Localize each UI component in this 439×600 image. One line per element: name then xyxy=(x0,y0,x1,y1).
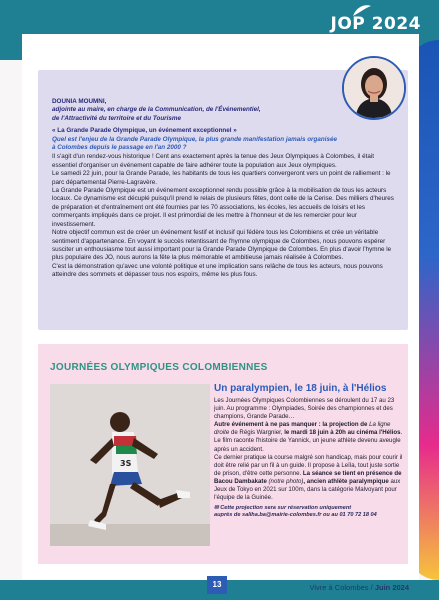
woman-portrait-icon xyxy=(344,58,404,118)
reservation-note xyxy=(214,505,404,519)
photo-credit-note: (notre photo) xyxy=(268,477,304,485)
interviewee-name: DOUNIA MOUMNI, xyxy=(52,98,107,105)
p3-a: Ce dernier pratique la course malgré son handicap, mais pour courir il doit être relié par un fil à un guide. Il propose à Leïla, tout juste sortie de prison, d'être cette personne. xyxy=(214,453,403,477)
screening-date: le mardi 18 juin à 20h au cinéma l'Hélios xyxy=(284,429,401,437)
answer-paragraph-4: Notre objectif commun est de créer un événement festif et inclusif qui fédère tous les Colombiens et crée un véritable sentiment d'appartenance. En voyant le succès retentissant de l'hymne olympique de Colombes, nous pouvons espérer susciter un enthousiasme tout aussi important pour la Grande Parade Olympique de Colombes. En plus d'avoir l'hymne le plus populaire des JO, nous aurons la fête la plus mémorable et ambitieuse jamais réalisée à Colombes. xyxy=(52,229,392,262)
question-line-1: Quel est l'enjeu de la Grande Parade Olympique, la plus grande manifestation jamais organisée xyxy=(52,135,337,143)
answer-paragraph-1: Il s'agit d'un rendez-vous historique ! Cent ans exactement après la tenue des Jeux Olympiques à Colombes, il était essentiel d'organiser un événement capable de faire adhérer toute la population aux Jeux olympiques. xyxy=(52,153,374,169)
interviewee-role xyxy=(52,106,396,123)
magazine-name: Vivre à Colombes / xyxy=(309,583,375,592)
interview-box xyxy=(38,70,408,330)
article-body xyxy=(214,382,404,519)
athlete-photo xyxy=(50,384,210,546)
p3-c: aux Jeux de Tokyo en 2021 sur 100m, dans la catégorie Malvoyant pour l'équipe de la Guinée. xyxy=(214,477,401,502)
p2-mid: de Régis Wargnier, xyxy=(229,429,285,437)
answer-paragraph-2: Le samedi 22 juin, pour la Grande Parade, les habitants de tous les quartiers convergeront vers un point de ralliement : le parc départemental Pierre-Lagravère. xyxy=(52,170,391,186)
article-paragraph-1: Les Journées Olympiques Colombiennes se déroulent du 17 au 23 juin. Au programme : Olympiades, Soirée des championnes et des champions, Grande Parade… xyxy=(214,397,395,421)
magazine-footer xyxy=(310,583,410,592)
answer-paragraph-3: La Grande Parade Olympique est un événement exceptionnel rendu possible grâce à la mobilisation de tous les acteurs locaux. Ce dynamisme est décuplé puisqu'il prend le relais de plusieurs fêtes, dont celle de la Cerise. Des milliers d'heures de préparation et d'entraînement ont été fournies par les 70 associations, les écoles, les accueils de loisirs et les commerçants impliqués dans ce projet. Il est primordial de les mettre à l'honneur et de les remercier pour leur investissement. xyxy=(52,187,394,228)
jo-colombiennes-box xyxy=(38,344,408,564)
p3-bold-1: La séance se tient en présence de Bacou Dambakate xyxy=(214,469,402,485)
page-number: 13 xyxy=(207,576,227,594)
section-title: JOURNÉES OLYMPIQUES COLOMBIENNES xyxy=(50,362,268,373)
jop-badge: JOP 2024 xyxy=(330,14,421,34)
article-paragraph-3 xyxy=(214,454,404,503)
answer-paragraph-5: C'est la démonstration qu'avec une volonté politique et une implication sans relâche de tous les acteurs, nous pouvons atteindre des sommets et dépasser tous nos espoirs, même les plus fous. xyxy=(52,262,383,279)
role-line-1: adjointe au maire, en charge de la Communication, de l'Événementiel, xyxy=(52,106,261,114)
portrait-photo xyxy=(342,56,406,120)
question-line-2: à Colombes depuis le passage en l'an 2000 ? xyxy=(52,144,187,152)
sprinter-icon xyxy=(50,384,210,546)
note-line-2: auprès de saliha.ba@mairie-colombes.fr ou au 01 70 72 18 04 xyxy=(214,512,377,519)
article-headline: Un paralympien, le 18 juin, à l'Hélios xyxy=(214,383,387,394)
film-title: La ligne droite xyxy=(214,421,391,437)
issue-date: Juin 2024 xyxy=(374,583,409,592)
role-line-2: de l'Attractivité du territoire et du Tourisme xyxy=(52,114,181,122)
interview-question xyxy=(52,136,396,153)
note-line-1: ✉ Cette projection sera sur réservation uniquement xyxy=(214,505,352,512)
p3-bold-2: , ancien athlète paralympique xyxy=(303,477,389,485)
article-paragraph-2 xyxy=(214,421,404,453)
p2-end: . Le film raconte l'histoire de Yannick, un jeune athlète devenu aveugle après un accident. xyxy=(214,429,403,453)
interview-headline: « La Grande Parade Olympique, un événement exceptionnel » xyxy=(52,127,237,135)
bib-label: 3S xyxy=(120,459,132,468)
p2-lead: Autre événement à ne pas manquer : la projection de xyxy=(214,421,370,429)
